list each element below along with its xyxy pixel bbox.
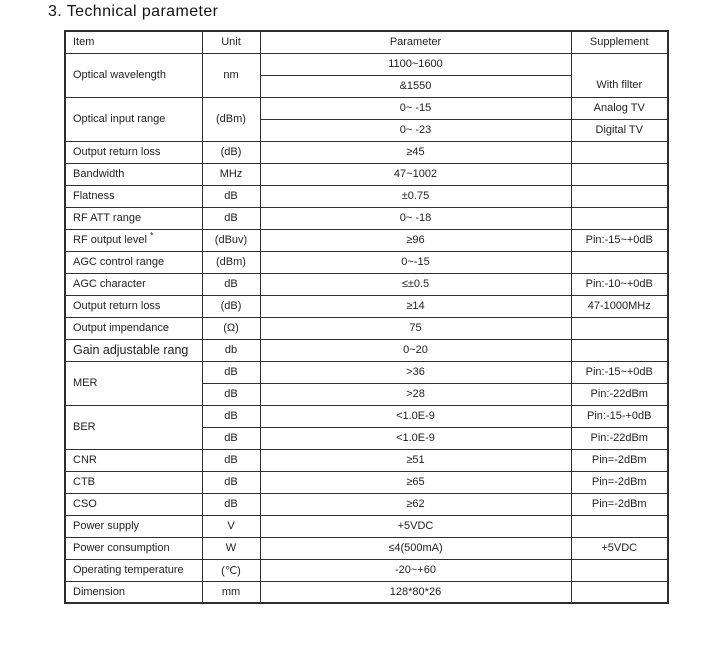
cell-parameter-dimension: 128*80*26 <box>260 581 571 603</box>
header-row <box>65 31 668 53</box>
cell-parameter-optical-input-range-1: 0~ -15 <box>260 97 571 119</box>
cell-item-optical-wavelength: Optical wavelength <box>65 53 202 97</box>
cell-parameter-optical-input-range-2: 0~ -23 <box>260 119 571 141</box>
cell-supplement-optical-input-range-1: Analog TV <box>571 97 668 119</box>
page-title: 3. Technical parameter <box>48 3 219 20</box>
cell-item-output-impendance: Output impendance <box>65 317 202 339</box>
cell-supplement-ber-2: Pin:-22dBm <box>571 427 668 449</box>
cell-unit-mer-2: dB <box>202 383 260 405</box>
table-row <box>65 537 668 559</box>
cell-item-power-consumption: Power consumption <box>65 537 202 559</box>
cell-unit-rf-output-level: (dBuv) <box>202 229 260 251</box>
cell-supplement-mer-2: Pin:-22dBm <box>571 383 668 405</box>
cell-parameter-operating-temperature: -20~+60 <box>260 559 571 581</box>
asterisk-mark: * <box>150 230 154 241</box>
cell-supplement-rf-output-level: Pin:-15~+0dB <box>571 229 668 251</box>
cell-parameter-output-return-loss-1: ≥45 <box>260 141 571 163</box>
cell-parameter-power-consumption: ≤4(500mA) <box>260 537 571 559</box>
cell-parameter-optical-wavelength-1: 1100~1600 <box>260 53 571 75</box>
cell-unit-optical-input-range: (dBm) <box>202 97 260 141</box>
table-row <box>65 229 668 251</box>
cell-item-power-supply: Power supply <box>65 515 202 537</box>
cell-supplement-power-supply <box>571 515 668 537</box>
table-row <box>65 97 668 119</box>
cell-supplement-cnr: Pin=-2dBm <box>571 449 668 471</box>
technical-parameter-table <box>64 30 669 604</box>
cell-parameter-mer-1: >36 <box>260 361 571 383</box>
cell-unit-power-consumption: W <box>202 537 260 559</box>
cell-item-agc-character: AGC character <box>65 273 202 295</box>
cell-supplement-output-return-loss-1 <box>571 141 668 163</box>
cell-unit-power-supply: V <box>202 515 260 537</box>
cell-supplement-ctb: Pin=-2dBm <box>571 471 668 493</box>
cell-parameter-ber-2: <1.0E-9 <box>260 427 571 449</box>
cell-unit-agc-control-range: (dBm) <box>202 251 260 273</box>
cell-item-gain-adjustable-rang: Gain adjustable rang <box>65 339 202 361</box>
cell-supplement-mer-1: Pin:-15~+0dB <box>571 361 668 383</box>
table-row <box>65 581 668 603</box>
cell-parameter-output-impendance: 75 <box>260 317 571 339</box>
cell-item-agc-control-range: AGC control range <box>65 251 202 273</box>
cell-supplement-dimension <box>571 581 668 603</box>
cell-parameter-mer-2: >28 <box>260 383 571 405</box>
cell-unit-operating-temperature: (℃) <box>202 559 260 581</box>
table-row <box>65 449 668 471</box>
cell-parameter-agc-control-range: 0~-15 <box>260 251 571 273</box>
cell-item-mer: MER <box>65 361 202 405</box>
table-row <box>65 141 668 163</box>
cell-item-rf-output-level <box>65 229 202 251</box>
cell-unit-dimension: mm <box>202 581 260 603</box>
cell-supplement-operating-temperature <box>571 559 668 581</box>
cell-supplement-optical-input-range-2: Digital TV <box>571 119 668 141</box>
cell-parameter-ber-1: <1.0E-9 <box>260 405 571 427</box>
table-row <box>65 559 668 581</box>
cell-item-dimension: Dimension <box>65 581 202 603</box>
cell-parameter-agc-character: ≤±0.5 <box>260 273 571 295</box>
cell-item-output-return-loss-1: Output return loss <box>65 141 202 163</box>
cell-supplement-output-return-loss-2: 47-1000MHz <box>571 295 668 317</box>
cell-parameter-rf-output-level: ≥96 <box>260 229 571 251</box>
table-row <box>65 515 668 537</box>
cell-unit-cso: dB <box>202 493 260 515</box>
cell-item-bandwidth: Bandwidth <box>65 163 202 185</box>
table-row <box>65 339 668 361</box>
cell-supplement-rf-att-range <box>571 207 668 229</box>
cell-item-flatness: Flatness <box>65 185 202 207</box>
table-row <box>65 405 668 427</box>
col-header-item: Item <box>65 31 202 53</box>
table-row <box>65 207 668 229</box>
col-header-parameter: Parameter <box>260 31 571 53</box>
table-row <box>65 163 668 185</box>
cell-unit-gain-adjustable-rang: db <box>202 339 260 361</box>
table-row <box>65 251 668 273</box>
cell-unit-ctb: dB <box>202 471 260 493</box>
cell-supplement-output-impendance <box>571 317 668 339</box>
cell-parameter-bandwidth: 47~1002 <box>260 163 571 185</box>
cell-parameter-cso: ≥62 <box>260 493 571 515</box>
cell-item-cnr: CNR <box>65 449 202 471</box>
table-row <box>65 185 668 207</box>
cell-unit-output-return-loss-1: (dB) <box>202 141 260 163</box>
cell-parameter-power-supply: +5VDC <box>260 515 571 537</box>
cell-supplement-cso: Pin=-2dBm <box>571 493 668 515</box>
cell-unit-output-impendance: (Ω) <box>202 317 260 339</box>
cell-unit-cnr: dB <box>202 449 260 471</box>
cell-supplement-optical-wavelength: With filter <box>571 53 668 97</box>
cell-unit-rf-att-range: dB <box>202 207 260 229</box>
cell-unit-bandwidth: MHz <box>202 163 260 185</box>
col-header-supplement: Supplement <box>571 31 668 53</box>
cell-parameter-flatness: ±0.75 <box>260 185 571 207</box>
cell-parameter-optical-wavelength-2: &1550 <box>260 75 571 97</box>
cell-unit-optical-wavelength: nm <box>202 53 260 97</box>
table-row <box>65 295 668 317</box>
cell-supplement-bandwidth <box>571 163 668 185</box>
cell-item-cso: CSO <box>65 493 202 515</box>
cell-supplement-agc-character: Pin:-10~+0dB <box>571 273 668 295</box>
table-row <box>65 317 668 339</box>
cell-item-ctb: CTB <box>65 471 202 493</box>
cell-unit-mer-1: dB <box>202 361 260 383</box>
cell-supplement-flatness <box>571 185 668 207</box>
cell-unit-ber-1: dB <box>202 405 260 427</box>
cell-parameter-output-return-loss-2: ≥14 <box>260 295 571 317</box>
col-header-unit: Unit <box>202 31 260 53</box>
table-row <box>65 53 668 75</box>
cell-supplement-power-consumption: +5VDC <box>571 537 668 559</box>
cell-item-rf-att-range: RF ATT range <box>65 207 202 229</box>
cell-parameter-cnr: ≥51 <box>260 449 571 471</box>
cell-unit-agc-character: dB <box>202 273 260 295</box>
cell-supplement-gain-adjustable-rang <box>571 339 668 361</box>
cell-unit-ber-2: dB <box>202 427 260 449</box>
table-row <box>65 273 668 295</box>
cell-parameter-gain-adjustable-rang: 0~20 <box>260 339 571 361</box>
cell-supplement-agc-control-range <box>571 251 668 273</box>
table-row <box>65 471 668 493</box>
rf-output-level-label: RF output level <box>73 234 147 246</box>
cell-item-ber: BER <box>65 405 202 449</box>
cell-supplement-ber-1: Pin:-15-+0dB <box>571 405 668 427</box>
cell-item-optical-input-range: Optical input range <box>65 97 202 141</box>
table-row <box>65 361 668 383</box>
cell-item-operating-temperature: Operating temperature <box>65 559 202 581</box>
cell-unit-output-return-loss-2: (dB) <box>202 295 260 317</box>
cell-item-output-return-loss-2: Output return loss <box>65 295 202 317</box>
cell-parameter-rf-att-range: 0~ -18 <box>260 207 571 229</box>
cell-unit-flatness: dB <box>202 185 260 207</box>
cell-parameter-ctb: ≥65 <box>260 471 571 493</box>
table-row <box>65 493 668 515</box>
